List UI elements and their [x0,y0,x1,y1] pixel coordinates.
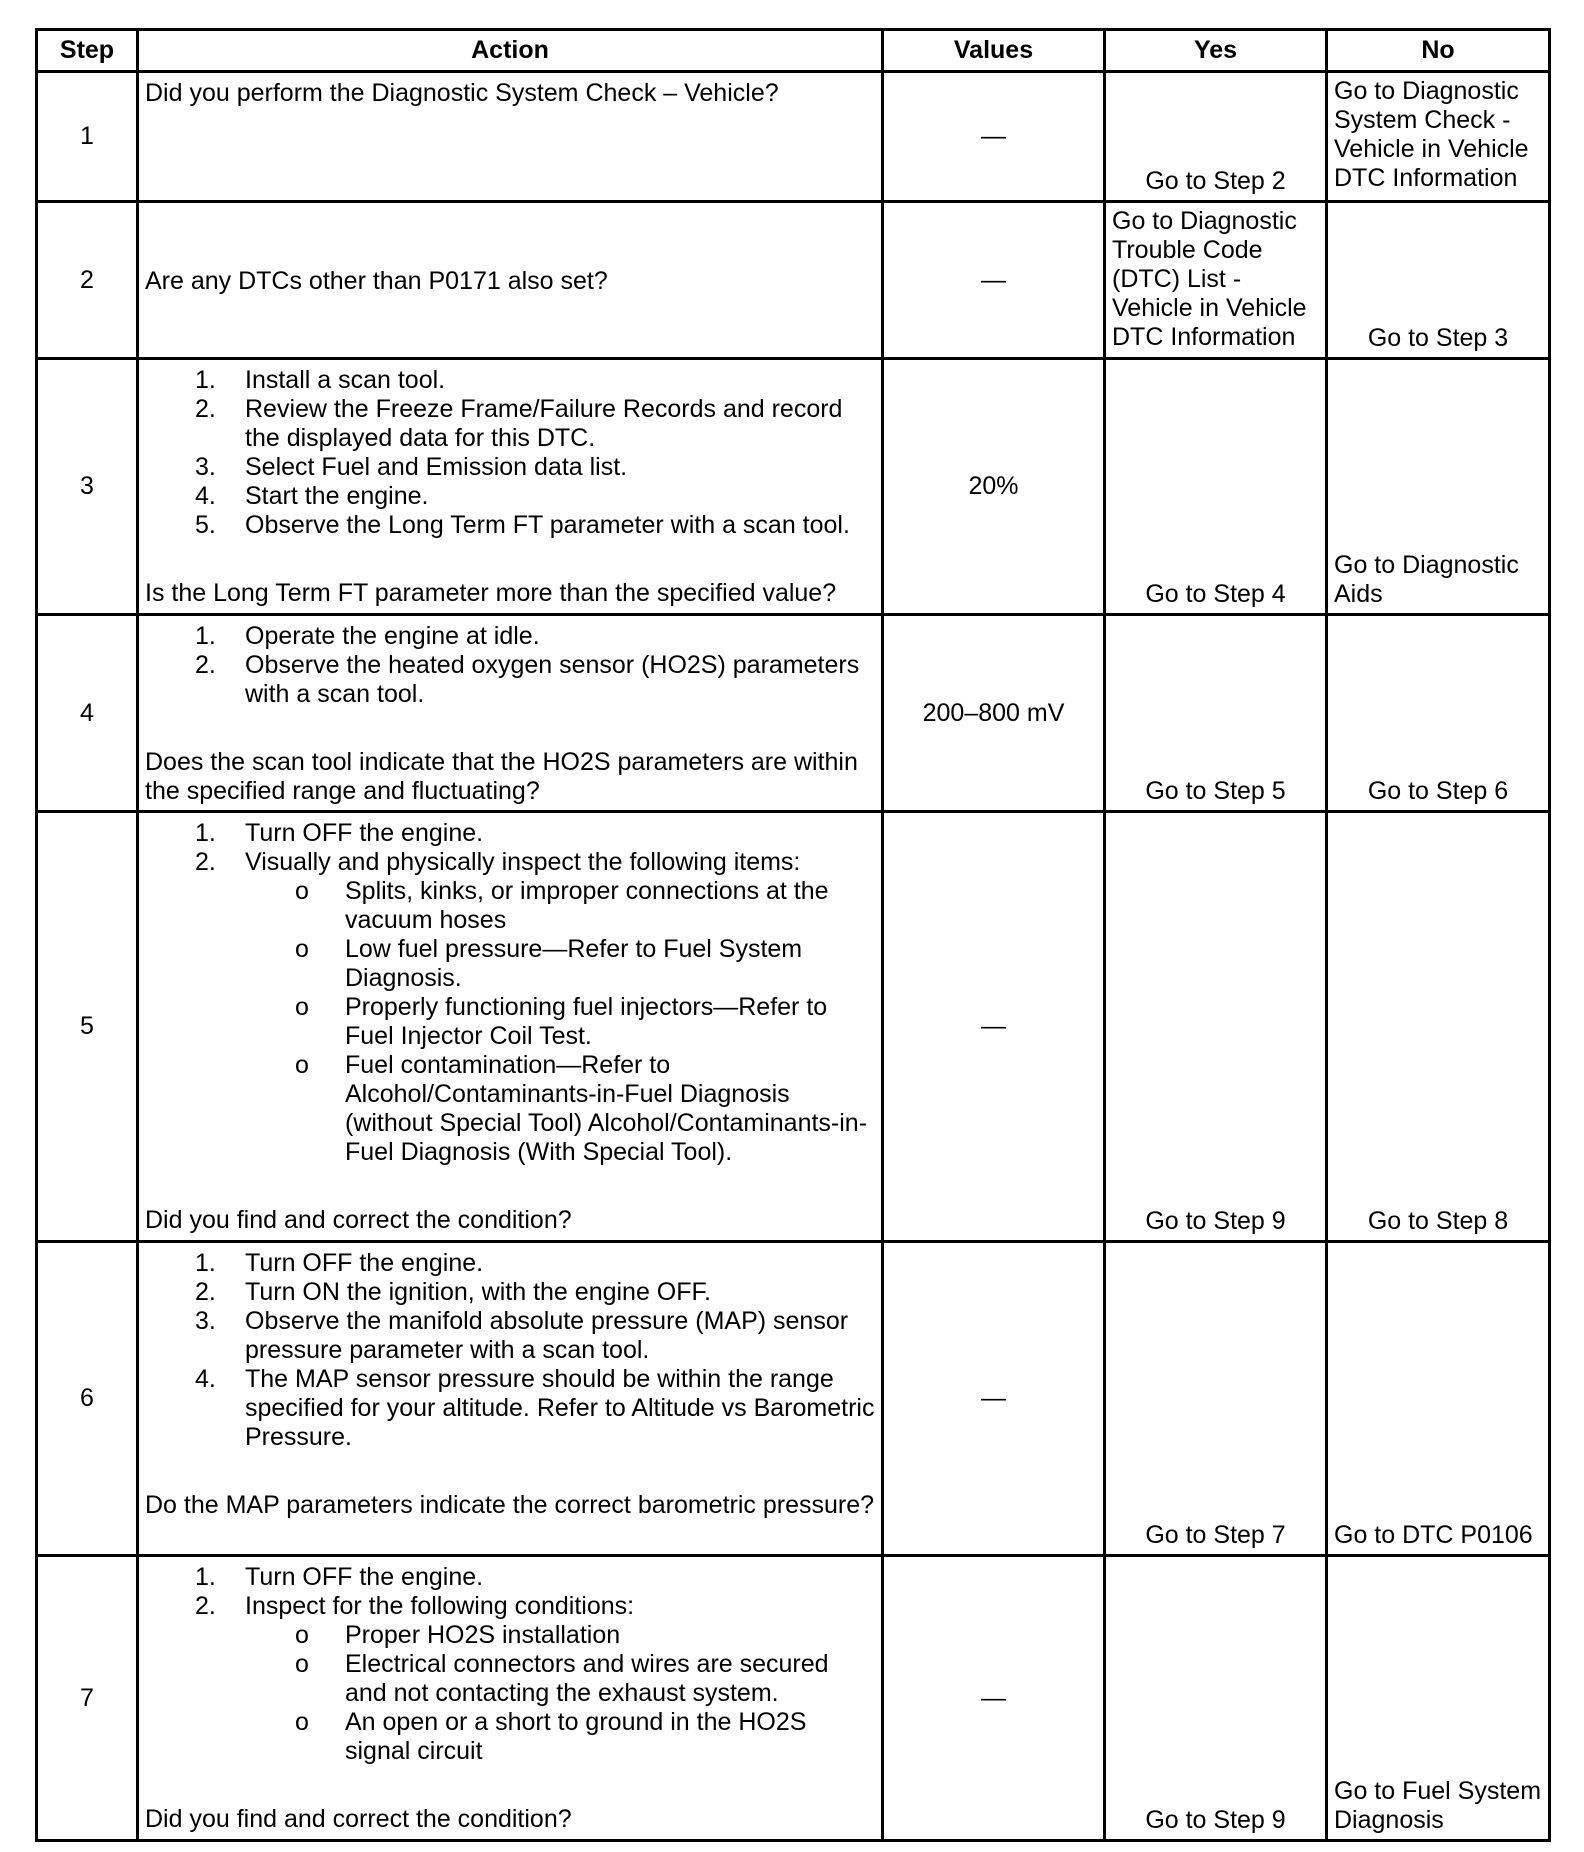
no-cell: Go to Step 6 [1327,615,1550,812]
header-yes: Yes [1105,30,1327,72]
yes-cell: Go to Diagnostic Trouble Code (DTC) List - Vehicle in Vehicle DTC Information [1105,202,1327,359]
step-number: 6 [37,1242,138,1556]
list-item: 3. Observe the manifold absolute pressure (MAP) sensor pressure parameter with a scan tool. [195,1307,849,1364]
values-cell: — [883,1556,1105,1841]
table-row [37,812,1550,1242]
table-row [37,1556,1550,1841]
step-number: 7 [37,1556,138,1841]
bullet-item: o An open or a short to ground in the HO2S signal circuit [295,1708,807,1765]
step-number: 5 [37,812,138,1242]
table-row [37,359,1550,615]
yes-cell: Go to Step 2 [1105,72,1327,202]
list-item: 2. Inspect for the following conditions: [195,1592,635,1620]
list-item: 1. Turn OFF the engine. [195,819,484,847]
no-cell: Go to Step 3 [1327,202,1550,359]
values-cell: — [883,72,1105,202]
action-cell [138,359,883,615]
values-cell: — [883,812,1105,1242]
action-cell [138,72,883,202]
yes-cell: Go to Step 9 [1105,812,1327,1242]
no-cell: Go to Diagnostic System Check - Vehicle in Vehicle DTC Information [1327,72,1550,202]
bullet-item: o Low fuel pressure—Refer to Fuel System Diagnosis. [295,935,803,992]
values-cell: — [883,1242,1105,1556]
list-item: 2. Turn ON the ignition, with the engine OFF. [195,1278,711,1306]
yes-cell: Go to Step 7 [1105,1242,1327,1556]
action-question: Did you find and correct the condition? [145,1206,572,1234]
action-question: Does the scan tool indicate that the HO2S parameters are within the specified range and fluctuating? [145,748,858,805]
no-cell: Go to Step 8 [1327,812,1550,1242]
list-item: 4. The MAP sensor pressure should be within the range specified for your altitude. Refer to Altitude vs Barometric Pressure. [195,1365,875,1451]
action-question: Is the Long Term FT parameter more than the specified value? [145,579,837,607]
list-item: 1. Install a scan tool. [195,366,446,394]
list-item: 2. Review the Freeze Frame/Failure Records and record the displayed data for this DTC. [195,395,843,452]
values-cell: — [883,202,1105,359]
header-step: Step [37,30,138,72]
step-number: 3 [37,359,138,615]
action-steps [145,1249,875,1452]
list-item: 1. Turn OFF the engine. [195,1249,484,1277]
list-item: 1. Operate the engine at idle. [195,622,540,650]
table-row [37,1242,1550,1556]
yes-cell: Go to Step 4 [1105,359,1327,615]
table-row [37,615,1550,812]
action-cell [138,812,883,1242]
bullet-item: o Fuel contamination—Refer to Alcohol/Contaminants-in-Fuel Diagnosis (without Special Tool) Alcohol/Contaminants-in-Fuel Diagnosis (With Special Tool). [295,1051,868,1166]
diagnostic-table [35,28,1551,1842]
bullet-item: o Properly functioning fuel injectors—Refer to Fuel Injector Coil Test. [295,993,828,1050]
action-cell [138,1556,883,1841]
list-item: 3. Select Fuel and Emission data list. [195,453,628,481]
header-no: No [1327,30,1550,72]
step-number: 1 [37,72,138,202]
table-row [37,202,1550,359]
list-item: 5. Observe the Long Term FT parameter with a scan tool. [195,511,850,539]
yes-cell: Go to Step 5 [1105,615,1327,812]
bullet-item: o Electrical connectors and wires are secured and not contacting the exhaust system. [295,1650,829,1707]
step-number: 4 [37,615,138,812]
action-cell [138,1242,883,1556]
action-steps [145,1563,875,1766]
action-question: Are any DTCs other than P0171 also set? [145,266,608,295]
table-row [37,72,1550,202]
action-cell [138,615,883,812]
step-number: 2 [37,202,138,359]
action-steps [145,622,875,709]
no-cell: Go to Fuel System Diagnosis [1327,1556,1550,1841]
header-values: Values [883,30,1105,72]
header-action: Action [138,30,883,72]
header-row [37,30,1550,72]
bullet-item: o Proper HO2S installation [295,1621,621,1649]
no-cell: Go to DTC P0106 [1327,1242,1550,1556]
action-question: Did you perform the Diagnostic System Check – Vehicle? [145,79,779,107]
values-cell: 20% [883,359,1105,615]
action-steps [145,366,875,540]
list-item: 2. Visually and physically inspect the following items: [195,848,801,876]
yes-cell: Go to Step 9 [1105,1556,1327,1841]
list-item: 2. Observe the heated oxygen sensor (HO2S) parameters with a scan tool. [195,651,860,708]
list-item: 1. Turn OFF the engine. [195,1563,484,1591]
action-question: Did you find and correct the condition? [145,1805,572,1833]
action-cell [138,202,883,359]
values-cell: 200–800 mV [883,615,1105,812]
no-cell: Go to Diagnostic Aids [1327,359,1550,615]
bullet-item: o Splits, kinks, or improper connections at the vacuum hoses [295,877,829,934]
action-steps [145,819,875,1167]
list-item: 4. Start the engine. [195,482,429,510]
action-question: Do the MAP parameters indicate the correct barometric pressure? [145,1491,875,1519]
